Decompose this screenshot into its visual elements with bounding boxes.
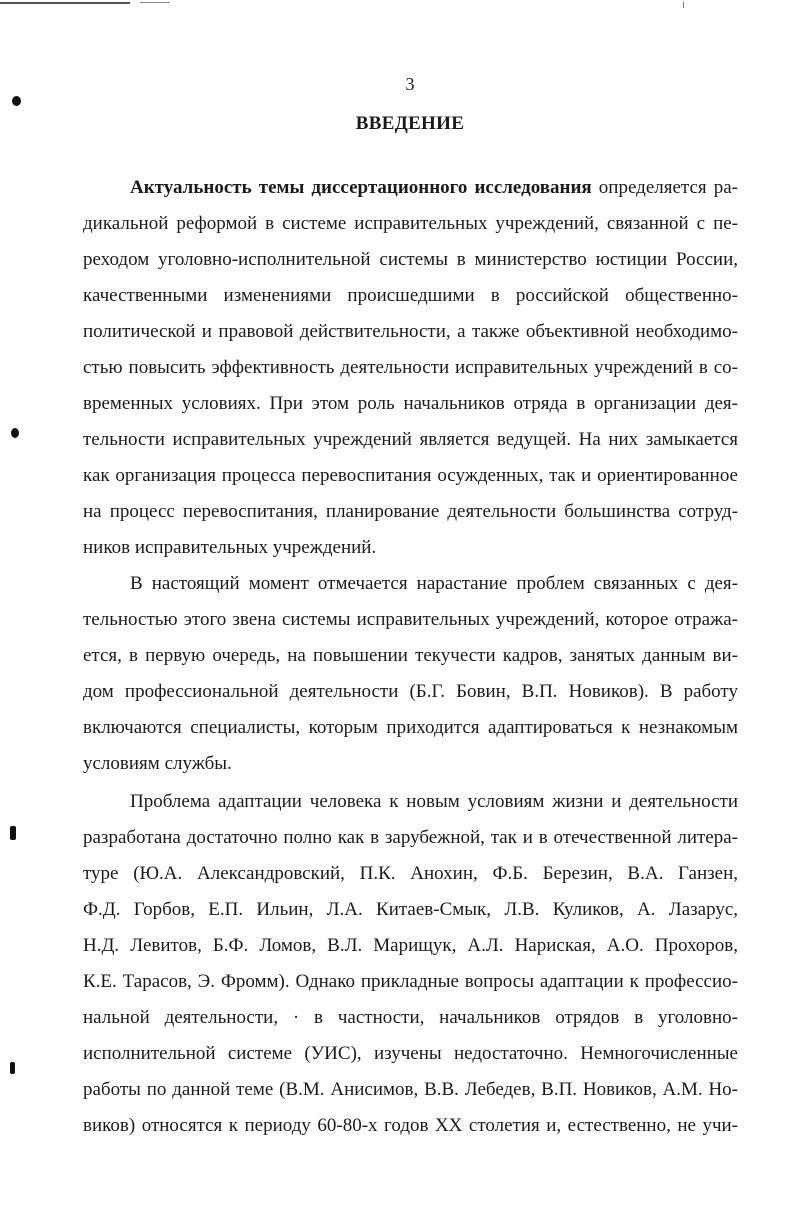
punch-hole-mark (12, 96, 21, 106)
text-line: работы по данной теме (В.М. Анисимов, В.В. Лебедев, В.П. Новиков, А.М. Но- (83, 1079, 738, 1100)
text-line: исполнительной системе (УИС), изучены недостаточно. Немногочисленные (83, 1043, 738, 1064)
scan-edge-line (140, 2, 170, 3)
text-line: качественными изменениями происшедшими в российской общественно- (83, 285, 738, 306)
page-title: ВВЕДЕНИЕ (355, 113, 465, 134)
text-line: Ф.Д. Горбов, Е.П. Ильин, Л.А. Китаев-Смык, Л.В. Куликов, А. Лазарус, (83, 899, 738, 920)
text-line: ется, в первую очередь, на повышении текучести кадров, занятых данным ви- (83, 645, 738, 666)
scan-edge-line (0, 2, 130, 4)
text-line: тельностью этого звена системы исправительных учреждений, которое отража- (83, 609, 738, 630)
text-line: В настоящий момент отмечается нарастание проблем связанных с дея- (130, 573, 738, 594)
punch-hole-mark (10, 826, 16, 840)
text-line: нальной деятельности, · в частности, начальников отрядов в уголовно- (83, 1007, 738, 1028)
paragraph-relevance (83, 170, 738, 566)
text-line: дикальной реформой в системе исправительных учреждений, связанной с пе- (83, 213, 738, 234)
text-line: Актуальность темы диссертационного исследования определяется ра- (130, 177, 738, 198)
text-line: К.Е. Тарасов, Э. Фромм). Однако прикладные вопросы адаптации к профессио- (83, 971, 738, 992)
text-line: временных условиях. При этом роль начальников отряда в организации дея- (83, 393, 738, 414)
text-line: политической и правовой действительности, а также объективной необходимо- (83, 321, 738, 342)
text-line: на процесс перевоспитания, планирование деятельности большинства сотруд- (83, 501, 738, 522)
paragraph-adaptation (83, 784, 738, 1144)
punch-hole-mark (11, 428, 19, 438)
page-number: 3 (405, 74, 415, 94)
text-line: как организация процесса перевоспитания осужденных, так и ориентированное (83, 465, 738, 486)
text-line: стью повысить эффективность деятельности исправительных учреждений в со- (83, 357, 738, 378)
text-line: реходом уголовно-исполнительной системы в министерство юстиции России, (83, 249, 738, 270)
text-line: разработана достаточно полно как в зарубежной, так и в отечественной литера- (83, 827, 738, 848)
bold-lead: Актуальность темы диссертационного исследования (130, 177, 592, 198)
paragraph-current-problems (83, 566, 738, 782)
text-line: виков) относятся к периоду 60-80-х годов XX столетия и, естественно, не учи- (83, 1115, 738, 1136)
text-line: включаются специалисты, которым приходится адаптироваться к незнакомым (83, 717, 738, 738)
text-line: Н.Д. Левитов, Б.Ф. Ломов, В.Л. Марищук, А.Л. Нариская, А.О. Прохоров, (83, 935, 738, 956)
text-line: тельности исправительных учреждений является ведущей. На них замыкается (83, 429, 738, 450)
text-line: туре (Ю.А. Александровский, П.К. Анохин, Ф.Б. Березин, В.А. Ганзен, (83, 863, 738, 884)
text-line: Проблема адаптации человека к новым условиям жизни и деятельности (130, 791, 738, 812)
scan-mark (683, 2, 684, 8)
text-line: условиям службы. (83, 753, 232, 774)
text-line: дом профессиональной деятельности (Б.Г. Бовин, В.П. Новиков). В работу (83, 681, 738, 702)
punch-hole-mark (10, 1062, 15, 1074)
text-line: ников исправительных учреждений. (83, 537, 377, 558)
